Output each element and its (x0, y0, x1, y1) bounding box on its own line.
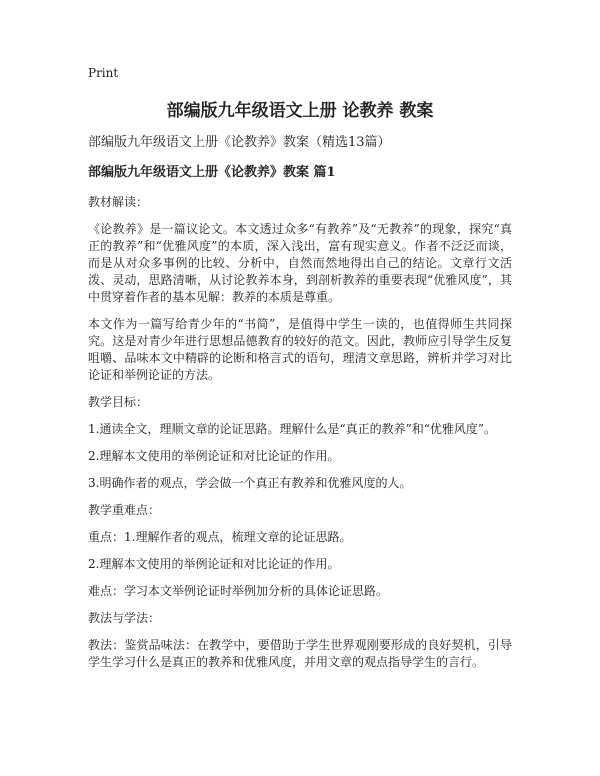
keypoints-label: 教学重难点： (88, 503, 161, 517)
print-label: Print (88, 66, 119, 80)
material-label: 教材解读： (88, 195, 149, 209)
goal-item-3: 3.明确作者的观点，学会做一个真正有教养和优雅风度的人。 (88, 476, 412, 490)
goals-label: 教学目标： (88, 395, 149, 409)
methods-label: 教法与学法： (88, 611, 161, 625)
document-subtitle: 部编版九年级语文上册《论教养》教案（精选13篇） (88, 135, 391, 150)
keypoint-item-2: 2.理解本文使用的举例论证和对比论证的作用。 (88, 557, 340, 571)
page-title: 部编版九年级语文上册 论教养 教案 (166, 101, 434, 121)
section-heading: 部编版九年级语文上册《论教养》教案 篇1 (88, 165, 336, 180)
difficulty-item: 难点：学习本文举例论证时举例加分析的具体论证思路。 (88, 584, 389, 598)
method-item-1: 教法：鉴赏品味法：在教学中，要借助于学生世界观刚要形成的良好契机，引导学生学习什么是真正的教养和优雅风度，并用文章的观点指导学生的言行。 (88, 638, 512, 669)
keypoint-item-1: 重点：1.理解作者的观点，梳理文章的论证思路。 (88, 530, 352, 544)
material-paragraph-1: 《论教养》是一篇议论文。本文透过众多“有教养”及“无教养”的现象，探究“真正的教养”和“优雅风度”的本质，深入浅出，富有现实意义。作者不泛泛而谈，而是从对众多事例的比较、分析中，自然而然地得出自己的结论。文章行文活泼、灵动，思路清晰，从讨论教养本身，到剖析教养的重要表现“优雅风度”，其中贯穿着作者的基本见解：教养的本质是尊重。 (88, 222, 512, 304)
goal-item-1: 1.通读全文，理顺文章的论证思路。理解什么是“真正的教养”和“优雅风度”。 (88, 422, 496, 436)
goal-item-2: 2.理解本文使用的举例论证和对比论证的作用。 (88, 449, 340, 463)
material-paragraph-2: 本文作为一篇写给青少年的“书简”，是值得中学生一读的，也值得师生共同探究。这是对青少年进行思想品德教育的较好的范文。因此，教师应引导学生反复咀嚼、品味本文中精辟的论断和格言式的语句，理清文章思路，辨析并学习对比论证和举例论证的方法。 (88, 317, 512, 382)
